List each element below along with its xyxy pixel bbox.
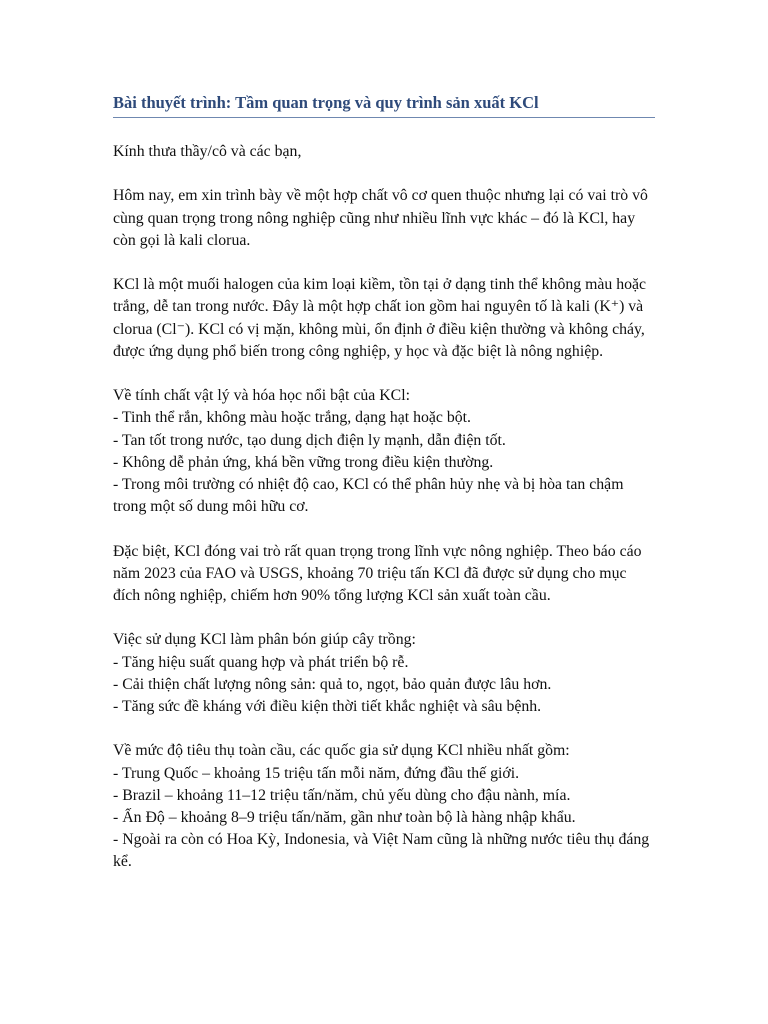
list-item: - Trong môi trường có nhiệt độ cao, KCl có thể phân hủy nhẹ và bị hòa tan chậm trong một số dung môi hữu cơ. <box>113 476 624 516</box>
list-item: - Tinh thể rắn, không màu hoặc trắng, dạng hạt hoặc bột. <box>113 409 471 427</box>
greeting: Kính thưa thầy/cô và các bạn, <box>113 143 302 160</box>
fertilizer-section <box>113 629 655 718</box>
document-content <box>113 92 655 874</box>
document-title: Bài thuyết trình: Tầm quan trọng và quy trình sản xuất KCl <box>113 92 655 118</box>
list-item: - Không dễ phản ứng, khá bền vững trong điều kiện thường. <box>113 453 494 471</box>
list-item: - Brazil – khoảng 11–12 triệu tấn/năm, chủ yếu dùng cho đậu nành, mía. <box>113 786 571 804</box>
list-item: - Tan tốt trong nước, tạo dung dịch điện ly mạnh, dẫn điện tốt. <box>113 431 506 449</box>
description-paragraph: KCl là một muối halogen của kim loại kiềm, tồn tại ở dạng tinh thể không màu hoặc trắng, dễ tan trong nước. Đây là một hợp chất ion gồm hai nguyên tố là kali (K⁺) và clorua (Cl⁻). KCl có vị mặn, không mùi, ổn định ở điều kiện thường và không cháy, được ứng dụng phổ biến trong công nghiệp, y học và đặc biệt là nông nghiệp. <box>113 276 647 360</box>
intro-paragraph: Hôm nay, em xin trình bày về một hợp chất vô cơ quen thuộc nhưng lại có vai trò vô cùng quan trọng trong nông nghiệp cũng như nhiều lĩnh vực khác – đó là KCl, hay còn gọi là kali clorua. <box>113 187 648 249</box>
list-item: - Tăng sức đề kháng với điều kiện thời tiết khắc nghiệt và sâu bệnh. <box>113 698 542 715</box>
consumption-section <box>113 740 655 873</box>
list-item: - Tăng hiệu suất quang hợp và phát triển bộ rễ. <box>113 653 409 671</box>
list-item: - Trung Quốc – khoảng 15 triệu tấn mỗi năm, đứng đầu thế giới. <box>113 764 520 782</box>
properties-section <box>113 385 655 518</box>
list-item: - Ấn Độ – khoảng 8–9 triệu tấn/năm, gần như toàn bộ là hàng nhập khẩu. <box>113 809 576 826</box>
properties-heading: Về tính chất vật lý và hóa học nổi bật của KCl: <box>113 387 410 405</box>
list-item: - Ngoài ra còn có Hoa Kỳ, Indonesia, và Việt Nam cũng là những nước tiêu thụ đáng kể. <box>113 831 650 871</box>
consumption-heading: Về mức độ tiêu thụ toàn cầu, các quốc gia sử dụng KCl nhiều nhất gồm: <box>113 742 570 760</box>
list-item: - Cải thiện chất lượng nông sản: quả to, ngọt, bảo quản được lâu hơn. <box>113 675 552 693</box>
agriculture-paragraph: Đặc biệt, KCl đóng vai trò rất quan trọng trong lĩnh vực nông nghiệp. Theo báo cáo năm 2023 của FAO và USGS, khoảng 70 triệu tấn KCl đã được sử dụng cho mục đích nông nghiệp, chiếm hơn 90% tổng lượng KCl sản xuất toàn cầu. <box>113 542 642 604</box>
fertilizer-heading: Việc sử dụng KCl làm phân bón giúp cây trồng: <box>113 631 416 649</box>
